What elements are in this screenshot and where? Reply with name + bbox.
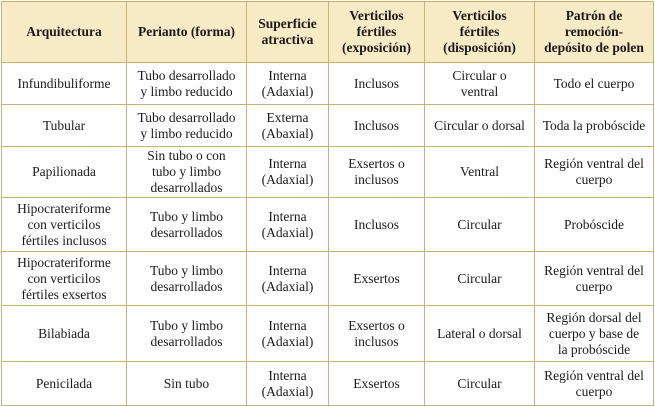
cell-disposicion: Circular o dorsal	[425, 105, 535, 147]
cell-disposicion: Circular	[425, 362, 535, 406]
cell-exposicion: Inclusos	[329, 198, 425, 252]
cell-arquitectura: Hipocrateriforme con verticilos fértiles inclusos	[2, 198, 127, 252]
floral-architecture-table	[1, 1, 654, 406]
cell-exposicion: Exsertos o inclusos	[329, 147, 425, 198]
table-header-row	[2, 2, 654, 63]
cell-superficie: Interna (Adaxial)	[247, 63, 329, 105]
cell-perianto: Tubo y limbo desarrollados	[127, 252, 247, 306]
cell-patron: Región dorsal del cuerpo y base de la probóscide	[535, 306, 654, 362]
cell-arquitectura: Penicilada	[2, 362, 127, 406]
header-verticilos-disposicion: Verticilos fértiles (disposición)	[425, 2, 535, 63]
cell-superficie: Interna (Adaxial)	[247, 252, 329, 306]
cell-patron: Región ventral del cuerpo	[535, 147, 654, 198]
cell-perianto: Tubo y limbo desarrollados	[127, 306, 247, 362]
cell-perianto: Sin tubo	[127, 362, 247, 406]
table-row	[2, 198, 654, 252]
cell-superficie: Interna (Adaxial)	[247, 198, 329, 252]
cell-arquitectura: Papilionada	[2, 147, 127, 198]
cell-superficie: Interna (Adaxial)	[247, 306, 329, 362]
header-perianto: Perianto (forma)	[127, 2, 247, 63]
cell-patron: Toda la probóscide	[535, 105, 654, 147]
cell-exposicion: Exsertos	[329, 362, 425, 406]
cell-exposicion: Exsertos	[329, 252, 425, 306]
table-row	[2, 362, 654, 406]
cell-exposicion: Inclusos	[329, 105, 425, 147]
cell-superficie: Interna (Adaxial)	[247, 147, 329, 198]
cell-perianto: Tubo desarrollado y limbo reducido	[127, 105, 247, 147]
cell-arquitectura: Tubular	[2, 105, 127, 147]
cell-superficie: Interna (Adaxial)	[247, 362, 329, 406]
table-row	[2, 252, 654, 306]
header-superficie-atractiva: Superficie atractiva	[247, 2, 329, 63]
table-row	[2, 105, 654, 147]
cell-exposicion: Inclusos	[329, 63, 425, 105]
cell-perianto: Sin tubo o con tubo y limbo desarrollados	[127, 147, 247, 198]
table-row	[2, 63, 654, 105]
cell-arquitectura: Hipocrateriforme con verticilos fértiles exsertos	[2, 252, 127, 306]
cell-patron: Probóscide	[535, 198, 654, 252]
header-patron-polen: Patrón de remoción- depósito de polen	[535, 2, 654, 63]
cell-exposicion: Exsertos o inclusos	[329, 306, 425, 362]
table-row	[2, 306, 654, 362]
cell-patron: Región ventral del cuerpo	[535, 252, 654, 306]
cell-disposicion: Ventral	[425, 147, 535, 198]
cell-arquitectura: Infundibuliforme	[2, 63, 127, 105]
floral-architecture-table-container	[1, 1, 653, 400]
cell-patron: Todo el cuerpo	[535, 63, 654, 105]
cell-disposicion: Circular	[425, 252, 535, 306]
cell-perianto: Tubo y limbo desarrollados	[127, 198, 247, 252]
cell-patron: Región ventral del cuerpo	[535, 362, 654, 406]
cell-disposicion: Lateral o dorsal	[425, 306, 535, 362]
cell-arquitectura: Bilabiada	[2, 306, 127, 362]
cell-disposicion: Circular	[425, 198, 535, 252]
cell-disposicion: Circular o ventral	[425, 63, 535, 105]
cell-perianto: Tubo desarrollado y limbo reducido	[127, 63, 247, 105]
cell-superficie: Externa (Abaxial)	[247, 105, 329, 147]
table-row	[2, 147, 654, 198]
header-verticilos-exposicion: Verticilos fértiles (exposición)	[329, 2, 425, 63]
header-arquitectura: Arquitectura	[2, 2, 127, 63]
